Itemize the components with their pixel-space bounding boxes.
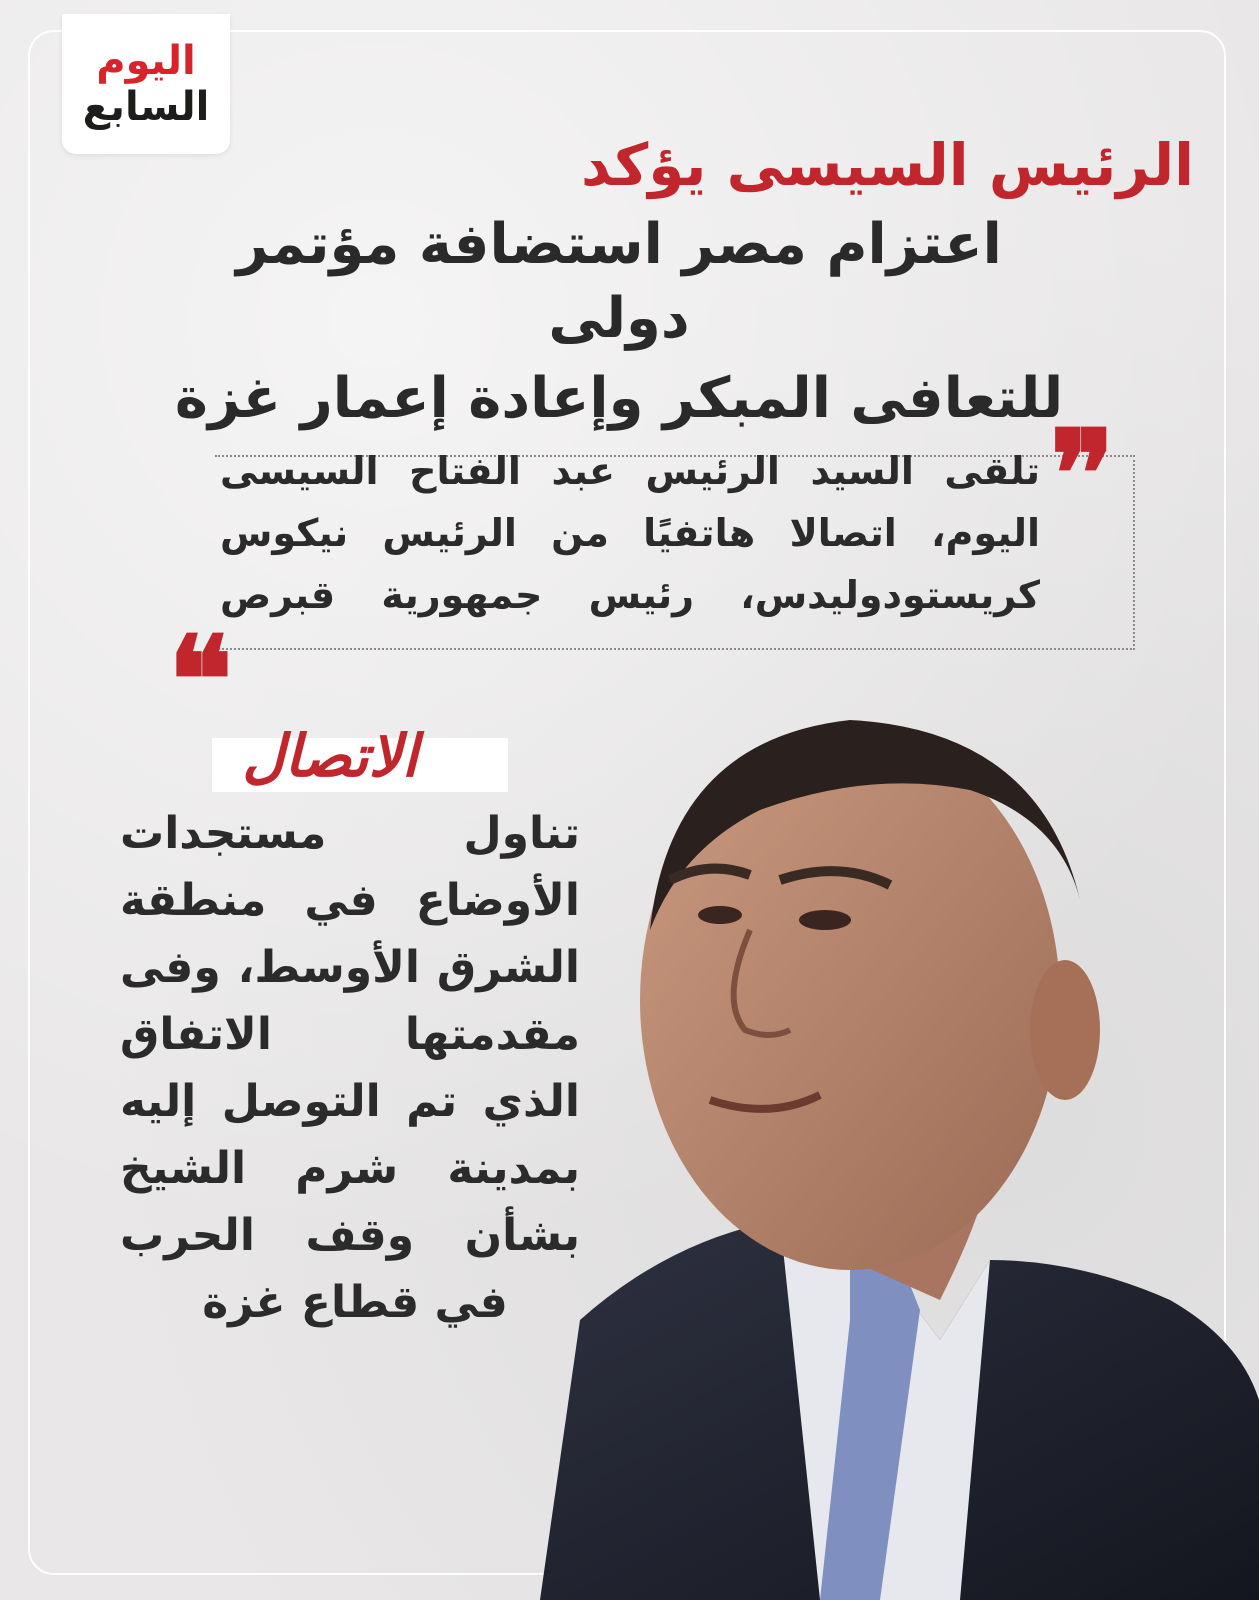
logo-line-2: السابع <box>82 84 210 130</box>
section-body <box>120 800 580 1336</box>
body-line-7: بشأن وقف الحرب <box>120 1210 580 1261</box>
headline-red: الرئيس السيسى يؤكد <box>581 131 1194 199</box>
body-line-4: مقدمتها الاتفاق <box>120 1009 580 1060</box>
quote-line-2: اليوم، اتصالا هاتفيًا من الرئيس نيكوس <box>220 511 1040 555</box>
portrait-image <box>520 700 1259 1600</box>
quote-open-icon: ❞ <box>1050 404 1115 545</box>
section-label: الاتصال <box>242 722 418 790</box>
quote-close-icon: ❞ <box>168 558 233 699</box>
headline-line-2: للتعافى المبكر وإعادة إعمار غزة <box>174 366 1064 431</box>
body-line-6: بمدينة شرم الشيخ <box>120 1143 580 1194</box>
body-line-1: تناول مستجدات <box>120 808 580 859</box>
quote-line-3: كريستودوليدس، رئيس جمهورية قبرص <box>220 573 1040 617</box>
headline <box>169 128 1194 436</box>
headline-line-1: اعتزام مصر استضافة مؤتمر دولى <box>236 212 1002 351</box>
quote-text <box>220 440 1040 626</box>
body-line-2: الأوضاع في منطقة <box>120 875 580 926</box>
body-line-3: الشرق الأوسط، وفى <box>120 942 580 993</box>
quote-line-1: تلقى السيد الرئيس عبد الفتاح السيسى <box>220 449 1040 493</box>
body-line-5: الذي تم التوصل إليه <box>120 1076 580 1127</box>
logo-line-1: اليوم <box>96 38 196 84</box>
body-line-8: في قطاع غزة <box>202 1277 508 1328</box>
